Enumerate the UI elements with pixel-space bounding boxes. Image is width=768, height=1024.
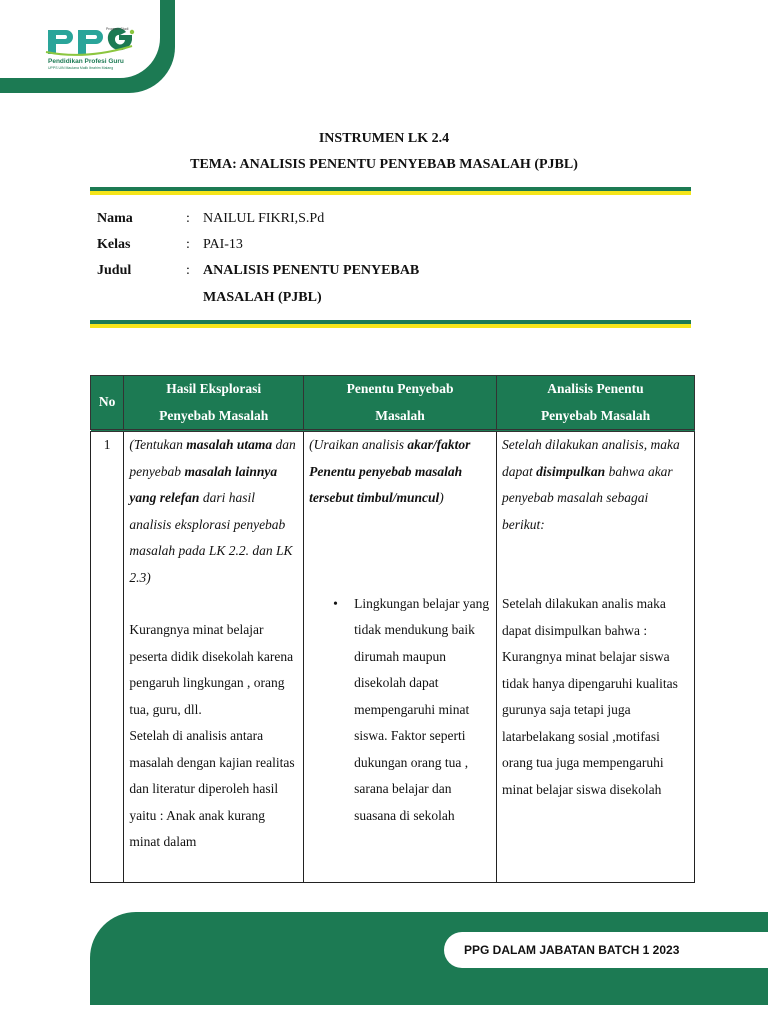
analysis-table <box>90 375 695 883</box>
text-run: bahwa akar penyebab masalah sebagai berikut: <box>502 463 673 532</box>
col2-instruction <box>309 432 491 512</box>
col3-body-2: Kurangnya minat belajar siswa tidak hanya dipengaruhi kualitas gurunya saja tetapi juga latarbelakang sosial ,motifasi orang tua juga mempengaruhi minat belajar siswa disekolah <box>502 649 678 797</box>
col1-body-2: Setelah di analisis antara masalah dengan kajian realitas dan literatur diperoleh hasil yaitu : Anak anak kurang minat dalam <box>129 728 295 849</box>
nama-label: Nama <box>97 211 133 226</box>
cell-penentu-penyebab <box>304 431 497 883</box>
header-text: Penyebab Masalah <box>540 407 651 423</box>
header-text: Penyebab Masalah <box>159 407 269 423</box>
document-title: INSTRUMEN LK 2.4 <box>318 131 450 146</box>
header-text: Penentu Penyebab <box>346 381 454 396</box>
text-run: akar/faktor Penentu penyebab masalah tersebut timbul/muncul <box>309 437 471 505</box>
col3-instruction <box>502 432 689 538</box>
text-run: (Tentukan <box>129 437 187 452</box>
header-logo-band <box>0 0 175 93</box>
logo-top-text: Program Studi <box>106 27 129 31</box>
document-theme: TEMA: ANALISIS PENENTU PENYEBAB MASALAH (PJBL) <box>190 157 578 172</box>
text-run: masalah lainnya yang relefan <box>129 463 278 505</box>
text-run: dan penyebab <box>129 437 296 479</box>
colon: : <box>186 263 190 278</box>
list-item <box>309 591 491 830</box>
text-run: disimpulkan <box>536 463 606 479</box>
judul-label: Judul <box>97 263 132 278</box>
logo-subtitle: UPPS UIN Maulana Malik Ibrahim Malang <box>48 66 114 70</box>
header-hasil-eksplorasi <box>124 376 304 431</box>
header-text: Hasil Eksplorasi <box>166 381 262 396</box>
kelas-value: PAI-13 <box>203 237 243 252</box>
header-analisis-penentu <box>497 376 695 431</box>
text-run: (Uraikan analisis <box>309 437 408 452</box>
col1-body-1: Kurangnya minat belajar peserta didik disekolah karena pengaruh lingkungan , orang tua, guru, dll. <box>129 622 294 717</box>
header-text: Analisis Penentu <box>547 381 644 396</box>
kelas-label: Kelas <box>97 237 131 252</box>
col2-body: Lingkungan belajar yang tidak mendukung baik dirumah maupun disekolah dapat mempengaruhi minat siswa. Faktor seperti dukungan orang tua , sarana belajar dan suasana di sekolah <box>354 595 490 823</box>
table-header-row <box>91 376 695 431</box>
col3-body-1: Setelah dilakukan analis maka dapat disimpulkan bahwa : <box>502 596 666 638</box>
text-run: ) <box>439 490 444 505</box>
text-run: Setelah dilakukan analisis, maka dapat <box>502 437 680 479</box>
text-run: dari hasil analisis eksplorasi penyebab masalah pada LK 2.2. dan LK 2.3) <box>129 490 293 585</box>
logo-name: Pendidikan Profesi Guru <box>48 58 124 65</box>
divider-top <box>90 187 691 195</box>
footer-text: PPG DALAM JABATAN BATCH 1 2023 <box>464 943 680 957</box>
nama-value: NAILUL FIKRI,S.Pd <box>203 211 325 226</box>
logo-container <box>0 0 160 78</box>
divider-bottom <box>90 320 691 328</box>
col1-instruction <box>129 432 298 591</box>
text-run: masalah utama <box>186 437 273 452</box>
header-no: No <box>91 376 124 431</box>
bullet-icon: • <box>333 595 338 611</box>
header-penentu-penyebab <box>304 376 497 431</box>
judul-value-line1: ANALISIS PENENTU PENYEBAB <box>203 263 420 278</box>
cell-hasil-eksplorasi <box>124 431 304 883</box>
judul-value-line2: MASALAH (PJBL) <box>203 290 322 305</box>
colon: : <box>186 237 190 252</box>
header-text: Masalah <box>375 407 425 423</box>
cell-analisis-penentu <box>497 431 695 883</box>
colon: : <box>186 211 190 226</box>
row-number: 1 <box>91 431 124 883</box>
table-row <box>91 431 695 883</box>
